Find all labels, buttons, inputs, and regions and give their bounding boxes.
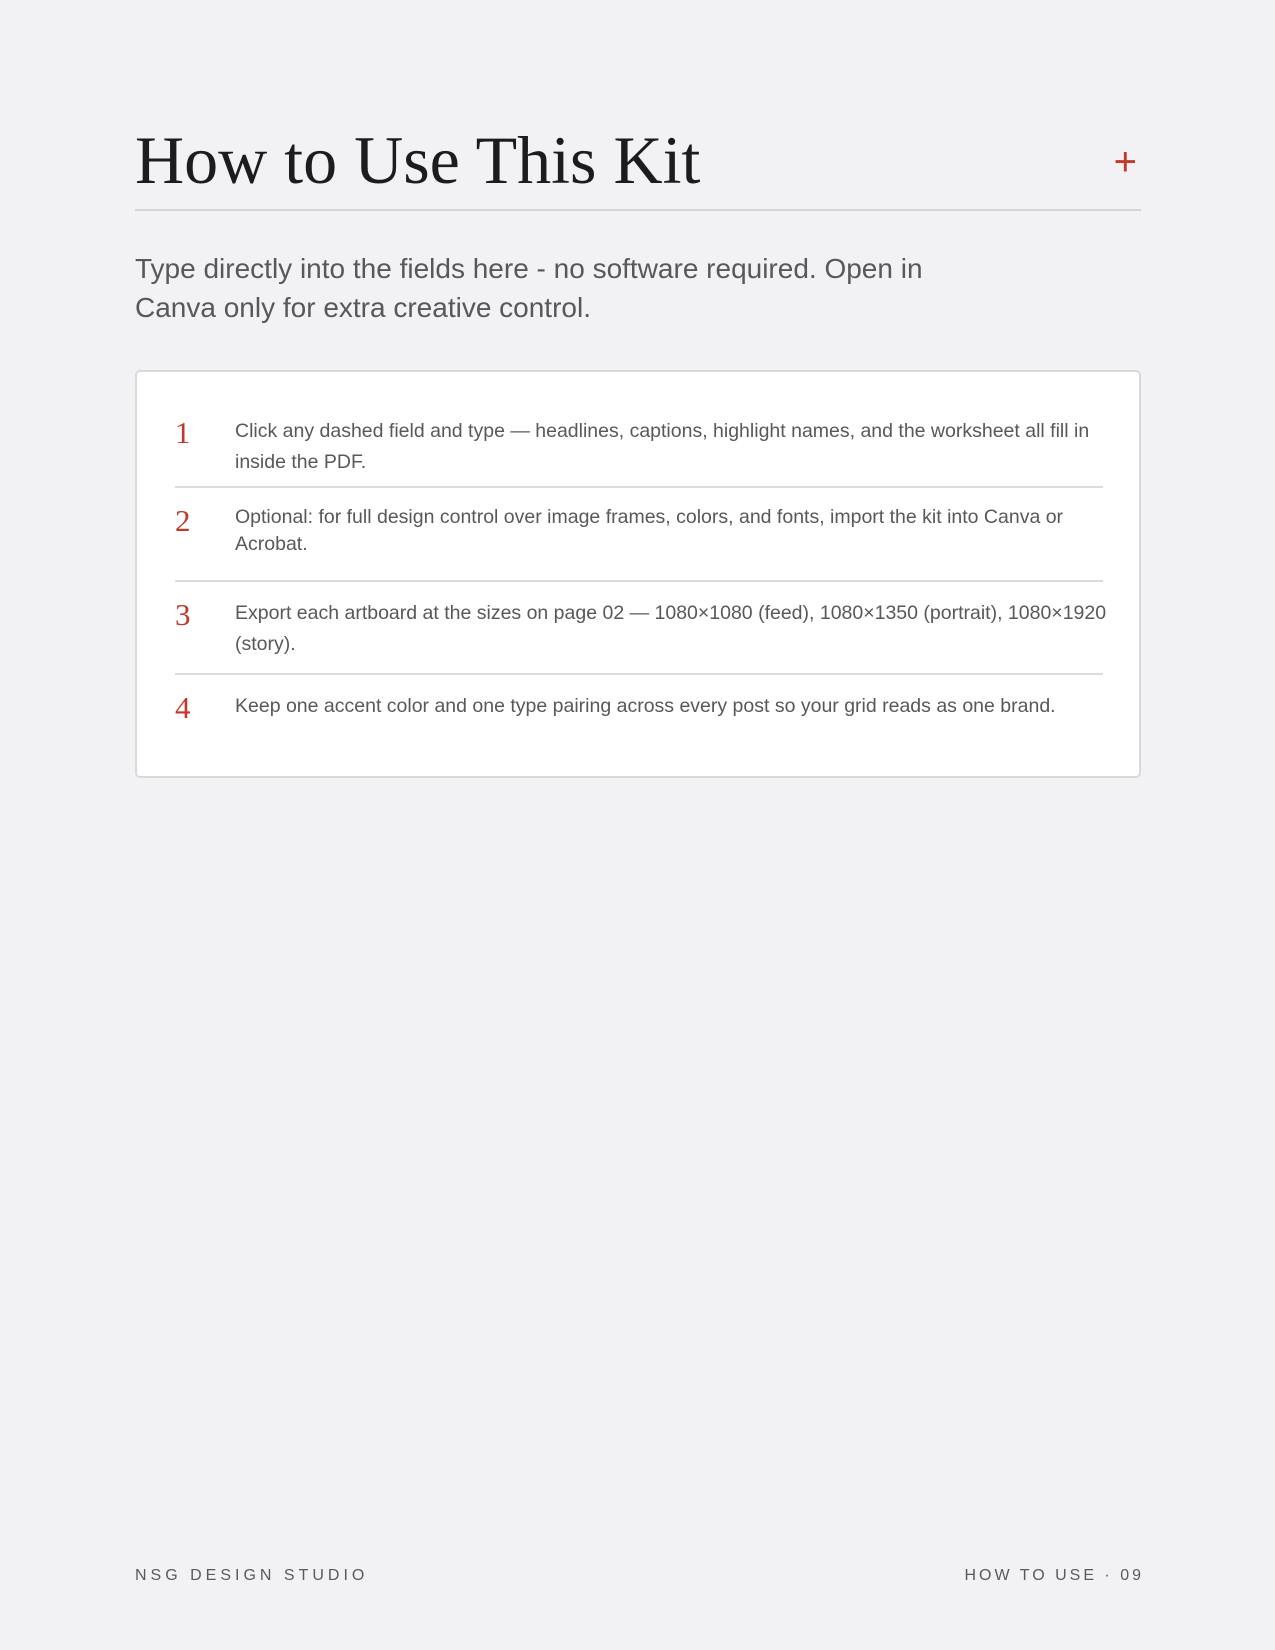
footer-studio: NSG DESIGN STUDIO: [135, 1567, 369, 1584]
step-text: Optional: for full design control over image frames, colors, and fonts, import the kit into Canva or Acrobat.: [235, 506, 1064, 555]
step-number: 2: [175, 503, 191, 538]
steps-list: [175, 414, 1107, 775]
page-header: [135, 108, 1141, 211]
page-title: How to Use This Kit: [135, 122, 701, 198]
intro-text: Type directly into the fields here - no software required. Open in Canva only for extra creative control.: [135, 253, 923, 323]
plus-icon: +: [1113, 140, 1137, 184]
step-item: [175, 414, 1103, 488]
step-number: 3: [175, 597, 191, 632]
step-item: [175, 488, 1103, 582]
step-number: 1: [175, 415, 191, 450]
step-item: [175, 582, 1107, 675]
steps-card: [135, 370, 1141, 778]
step-text: Click any dashed field and type — headlines, captions, highlight names, and the worksheet all fill in inside the PDF.: [235, 420, 1090, 473]
step-text: Export each artboard at the sizes on page 02 — 1080×1080 (feed), 1080×1350 (portrait), 1080×1920 (story).: [235, 602, 1107, 655]
footer-page-label: HOW TO USE · 09: [964, 1567, 1144, 1584]
step-item: [175, 675, 1103, 775]
page: [135, 0, 1144, 1650]
step-number: 4: [175, 690, 191, 725]
step-text: Keep one accent color and one type pairing across every post so your grid reads as one brand.: [235, 695, 1056, 717]
